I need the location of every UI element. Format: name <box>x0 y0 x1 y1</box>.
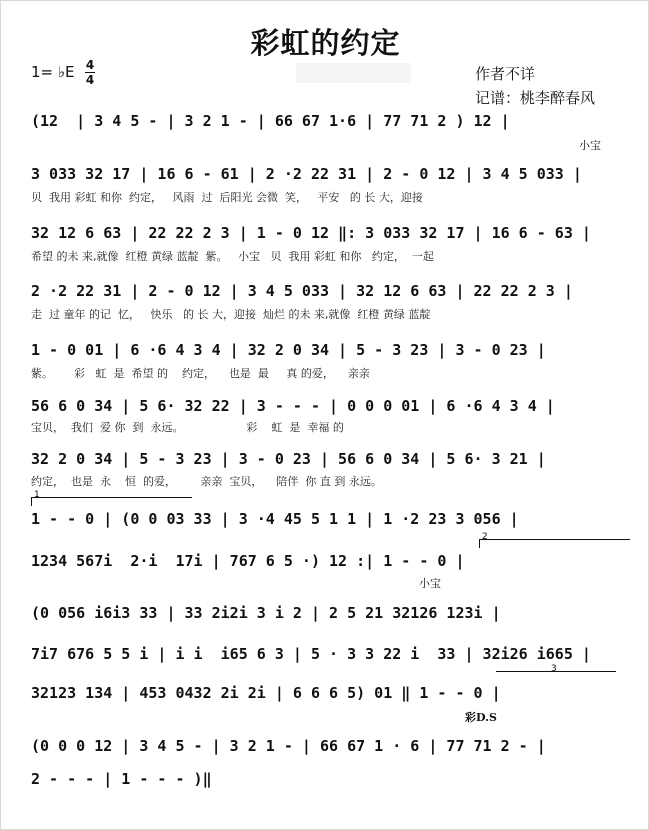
blank-area <box>296 63 411 83</box>
notation-line-3: 32 12 6 63 | 22 22 2 3 | 1 - 0 12 ‖: 3 033 32 17 | 16 6 - 63 | <box>31 224 591 242</box>
lyric-line-3: 希望 的未 来,就像 红橙 黄绿 蓝靛 紫。 小宝 贝 我用 彩虹 和你 约定， 一起 <box>31 250 434 263</box>
volta-label-1: 1 <box>34 490 40 500</box>
notation-line-4: 2 ·2 22 31 | 2 - 0 12 | 3 4 5 033 | 32 12 6 63 | 22 22 2 3 | <box>31 282 573 300</box>
notation-line-13: (0 0 0 12 | 3 4 5 - | 3 2 1 - | 66 67 1 · 6 | 77 71 2 - | <box>31 737 546 755</box>
lyric-line-4: 走 过 童年 的记 忆， 快乐 的 长 大，迎接 灿烂 的未 来,就像 红橙 黄绿 蓝靛 <box>31 308 431 321</box>
volta-bracket-1 <box>31 490 192 506</box>
lyric-pickup-9: 小宝 <box>419 577 441 590</box>
notation-line-2: 3 033 32 17 | 16 6 - 61 | 2 ·2 22 31 | 2 - 0 12 | 3 4 5 033 | <box>31 165 582 183</box>
volta-bracket-2 <box>479 532 630 548</box>
notation-line-7: 32 2 0 34 | 5 - 3 23 | 3 - 0 23 | 56 6 0 34 | 5 6· 3 21 | <box>31 450 546 468</box>
da-segno-mark: 彩D.S <box>465 711 497 724</box>
notation-line-9: 1234 567i 2·i 17i | 767 6 5 ·) 12 :| 1 - - 0 | <box>31 552 465 570</box>
notation-line-11: 7i7 676 5 5 i | i i i65 6 3 | 5 · 3 3 22 i 33 | 32i26 i665 | <box>31 645 591 663</box>
lyric-line-6: 宝贝， 我们 爱 你 到 永远。 彩 虹 是 幸福 的 <box>31 421 344 434</box>
notation-line-1: (12 | 3 4 5 - | 3 2 1 - | 66 67 1·6 | 77 71 2 ) 12 | <box>31 112 510 130</box>
credit-line: 记谱：桃李醉春风 <box>475 89 596 107</box>
notation-line-6: 56 6 0 34 | 5 6· 32 22 | 3 - - - | 0 0 0 01 | 6 ·6 4 3 4 | <box>31 397 555 415</box>
notation-line-8: 1 - - 0 | (0 0 03 33 | 3 ·4 45 5 1 1 | 1 ·2 23 3 056 | <box>31 510 519 528</box>
notation-line-12: 32123 134 | 453 0432 2i 2i | 6 6 6 5) 01 ‖ 1 - - 0 | <box>31 684 501 702</box>
meter-top: 4 <box>85 58 95 72</box>
lyric-line-2: 贝 我用 彩虹 和你 约定， 风雨 过 后阳光 会微 笑， 平安 的 长 大，迎接 <box>31 191 423 204</box>
song-title: 彩虹的约定 <box>250 26 401 60</box>
time-signature <box>85 59 95 86</box>
meter-bottom: 4 <box>85 73 95 87</box>
key-signature: 1= ♭E <box>31 63 75 81</box>
author-line: 作者不详 <box>475 65 536 83</box>
lyric-line-5: 紫。 彩 虹 是 希望 的 约定， 也是 最 真 的爱， 亲亲 <box>31 367 370 380</box>
triplet-bracket <box>496 664 616 674</box>
notation-line-10: (0 056 i6i3 33 | 33 2i2i 3 i 2 | 2 5 21 32126 123i | <box>31 604 501 622</box>
lyric-pickup-1: 小宝 <box>579 139 601 152</box>
notation-line-14: 2 - - - | 1 - - - )‖ <box>31 770 212 788</box>
notation-line-5: 1 - 0 01 | 6 ·6 4 3 4 | 32 2 0 34 | 5 - 3 23 | 3 - 0 23 | <box>31 341 546 359</box>
volta-label-2: 2 <box>482 532 488 542</box>
triplet-label: 3 <box>551 664 557 674</box>
lyric-line-7: 约定， 也是 永 恒 的爱， 亲亲 宝贝， 陪伴 你 直 到 永远。 <box>31 475 382 488</box>
